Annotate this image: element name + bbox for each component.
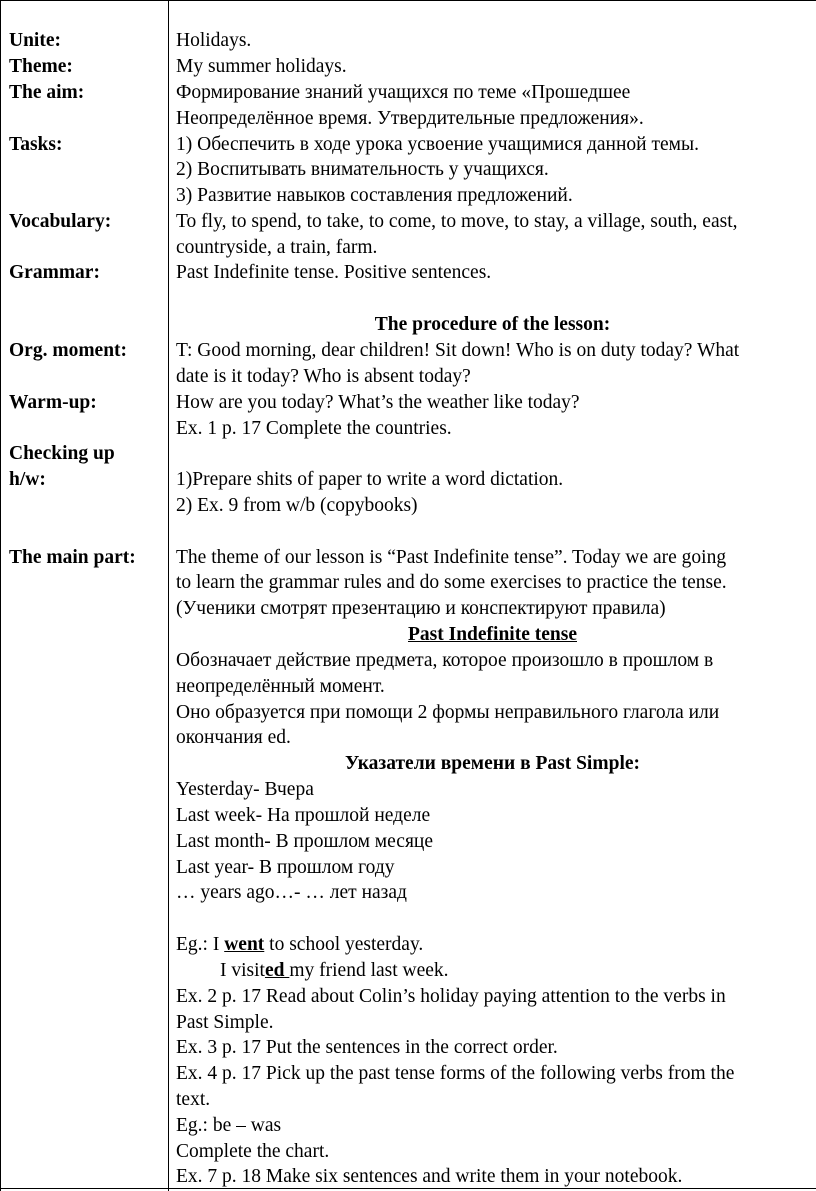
vocabulary-line-2: countryside, a train, farm. [176,237,378,258]
definition-line-4: окончания ed. [176,727,291,748]
label-org-moment: Org. moment: [9,340,128,361]
main-part-line-3: (Ученики смотрят презентацию и конспектируют правила) [176,598,666,619]
example-1-start: Eg.: I [176,934,225,955]
org-line-2: date is it today? Who is absent today? [176,366,471,387]
aim-line-2: Неопределённое время. Утвердительные предложения». [176,108,644,129]
time-marker-item: Last month- В прошлом месяце [176,831,434,852]
aim-line-1: Формирование знаний учащихся по теме «Прошедшее [176,82,631,103]
time-marker-item: Last year- В прошлом году [176,857,395,878]
warm-up-line-2: Ex. 1 p. 17 Complete the countries. [176,418,452,439]
column-divider [168,0,169,1191]
definition-line-2: неопределённый момент. [176,676,385,697]
exercise-4-line-1: Ex. 4 p. 17 Pick up the past tense forms of the following verbs from the [176,1063,735,1084]
theme-value: My summer holidays. [176,56,347,77]
label-unite: Unite: [9,30,61,51]
example-2-end: my friend last week. [289,960,449,981]
time-marker-item: Yesterday- Вчера [176,779,314,800]
example-sentence-2 [220,958,449,984]
example-1-verb: went [224,934,265,955]
label-vocabulary: Vocabulary: [9,211,112,232]
example-sentence-1 [176,932,423,958]
past-indefinite-heading: Past Indefinite tense [408,624,577,645]
time-markers-heading: Указатели времени в Past Simple: [344,753,641,774]
procedure-heading: The procedure of the lesson: [374,314,611,335]
label-main-part: The main part: [9,547,136,568]
label-checking-up: Checking up [9,443,115,464]
time-marker-item: Last week- На прошлой неделе [176,805,431,826]
complete-chart: Complete the chart. [176,1141,330,1162]
homework-line-1: 1)Prepare shits of paper to write a word dictation. [176,469,564,490]
grammar-value: Past Indefinite tense. Positive sentences. [176,262,492,283]
table-top-border [0,0,816,1]
example-2-start: I visit [220,960,265,981]
example-2-ending: ed [264,960,290,981]
exercise-7: Ex. 7 p. 18 Make six sentences and write them in your notebook. [176,1166,683,1187]
exercise-3: Ex. 3 p. 17 Put the sentences in the correct order. [176,1037,558,1058]
label-warm-up: Warm-up: [9,392,97,413]
vocabulary-line-1: To fly, to spend, to take, to come, to move, to stay, a village, south, east, [176,211,738,232]
homework-line-2: 2) Ex. 9 from w/b (copybooks) [176,495,418,516]
label-theme: Theme: [9,56,73,77]
label-aim: The aim: [9,82,85,103]
unite-value: Holidays. [176,30,252,51]
warm-up-line-1: How are you today? What’s the weather like today? [176,392,580,413]
label-tasks: Tasks: [9,134,63,155]
exercise-2-line-2: Past Simple. [176,1012,274,1033]
task-item: 2) Воспитывать внимательность у учащихся. [176,159,549,180]
main-part-line-2: to learn the grammar rules and do some exercises to practice the tense. [176,572,727,593]
exercise-4-line-2: text. [176,1089,211,1110]
example-be-was: Eg.: be – was [176,1115,282,1136]
exercise-2-line-1: Ex. 2 p. 17 Read about Colin’s holiday paying attention to the verbs in [176,986,726,1007]
time-marker-item: … years ago…- … лет назад [176,882,407,903]
definition-line-3: Оно образуется при помощи 2 формы неправильного глагола или [176,702,720,723]
definition-line-1: Обозначает действие предмета, которое произошло в прошлом в [176,650,714,671]
label-homework: h/w: [9,469,46,490]
example-1-end: to school yesterday. [264,934,424,955]
task-item: 3) Развитие навыков составления предложений. [176,185,573,206]
task-item: 1) Обеспечить в ходе урока усвоение учащимися данной темы. [176,134,699,155]
main-part-line-1: The theme of our lesson is “Past Indefinite tense”. Today we are going [176,547,727,568]
label-grammar: Grammar: [9,262,100,283]
org-line-1: T: Good morning, dear children! Sit down! Who is on duty today? What [176,340,740,361]
table-left-border [0,0,1,1191]
